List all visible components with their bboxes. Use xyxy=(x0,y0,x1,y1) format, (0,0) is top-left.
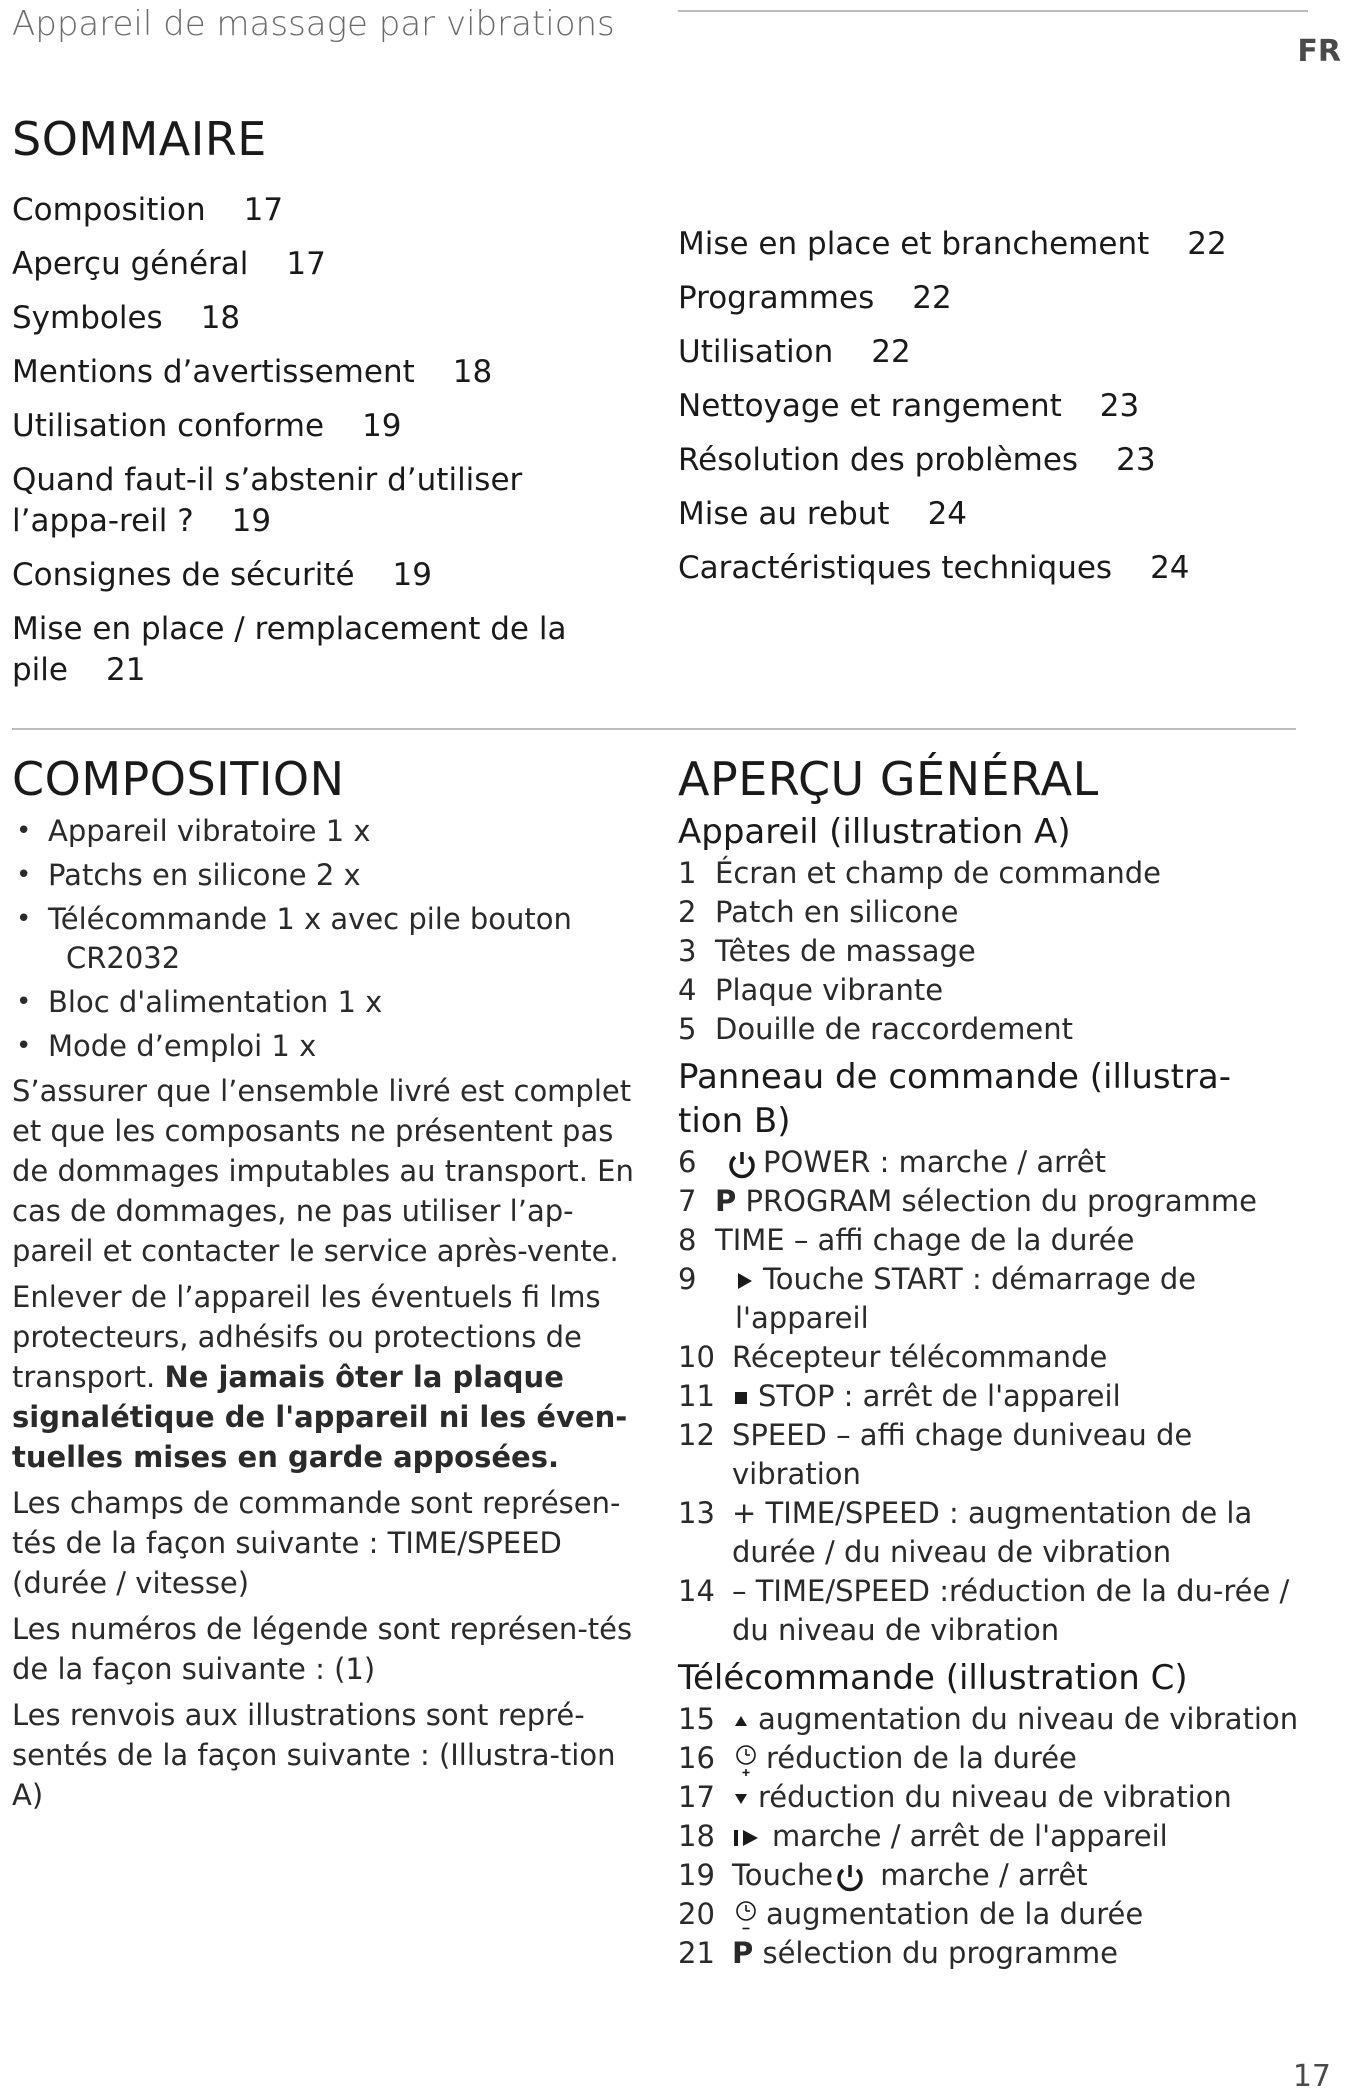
list-item: 12 SPEED – affi chage duniveau de vibration xyxy=(678,1418,1193,1491)
triangle-down-icon xyxy=(732,1791,750,1807)
toc-entry[interactable]: Consignes de sécurité 19 xyxy=(12,557,432,593)
list-item: 7 P PROGRAM sélection du programme xyxy=(678,1184,1257,1218)
list-item: • Mode d’emploi 1 x xyxy=(12,1027,642,1066)
subheading-control-panel: Panneau de commande (illustra-tion B) xyxy=(678,1057,1232,1141)
list-item: • Télécommande 1 x avec pile bouton CR2032 xyxy=(12,900,642,978)
toc-entry[interactable]: Nettoyage et rangement 23 xyxy=(678,388,1140,424)
toc-entry[interactable]: Quand faut-il s’abstenir d’utiliser l’appa-reil ? 19 xyxy=(12,462,523,539)
list-item: 15 augmentation du niveau de vibration xyxy=(678,1702,1299,1736)
toc-entry[interactable]: Mise en place et branchement 22 xyxy=(678,226,1227,262)
stop-icon xyxy=(732,1389,750,1407)
toc-entry[interactable]: Mise en place / remplacement de la pile 21 xyxy=(12,611,567,688)
section-divider xyxy=(12,728,1296,730)
toc-left-column xyxy=(12,190,632,704)
apercu-heading: APERÇU GÉNÉRAL xyxy=(678,752,1099,806)
paragraph: Les champs de commande sont représen-tés de la façon suivante : TIME/SPEED (durée / vitesse) xyxy=(12,1486,621,1600)
paragraph: S’assurer que l’ensemble livré est complet et que les composants ne présentent pas de dommages imputables au transport. En cas de dommages, ne pas utiliser l’ap-pareil et contacter le service après-vente. xyxy=(12,1074,634,1268)
subheading-remote: Télécommande (illustration C) xyxy=(678,1658,1188,1698)
triangle-up-icon xyxy=(732,1713,750,1729)
power-icon xyxy=(833,1862,867,1892)
list-item: 9 Touche START : démarrage de l'appareil xyxy=(678,1262,1197,1335)
toc-entry[interactable]: Aperçu général 17 xyxy=(12,246,326,282)
toc-entry[interactable]: Caractéristiques techniques 24 xyxy=(678,550,1190,586)
device-parts-list xyxy=(678,854,1318,1049)
power-icon xyxy=(725,1149,759,1179)
document-header-title: Appareil de massage par vibrations xyxy=(12,4,615,44)
list-item: 1 Écran et champ de commande xyxy=(678,856,1162,890)
list-item: 17 réduction du niveau de vibration xyxy=(678,1780,1232,1814)
toc-entry[interactable]: Mise au rebut 24 xyxy=(678,496,968,532)
list-item: 14 – TIME/SPEED :réduction de la du-rée / du niveau de vibration xyxy=(678,1574,1290,1647)
list-item: 5 Douille de raccordement xyxy=(678,1012,1073,1046)
toc-entry[interactable]: Utilisation conforme 19 xyxy=(12,408,402,444)
toc-entry[interactable]: Symboles 18 xyxy=(12,300,241,336)
toc-right-column xyxy=(678,224,1308,602)
list-item: 21 P sélection du programme xyxy=(678,1936,1118,1970)
toc-heading: SOMMAIRE xyxy=(12,112,267,166)
clock-plus-icon xyxy=(732,1743,760,1777)
language-tag: FR xyxy=(1297,34,1341,69)
clock-minus-icon xyxy=(732,1899,760,1933)
paragraph: Enlever de l’appareil les éventuels fi lms protecteurs, adhésifs ou protections de transport. Ne jamais ôter la plaque signalétique de l'appareil ni les éven-tuelles mises en garde apposées. xyxy=(12,1280,628,1474)
toc-entry[interactable]: Composition 17 xyxy=(12,192,284,228)
list-item: • Bloc d'alimentation 1 x xyxy=(12,983,642,1022)
play-icon xyxy=(735,1271,755,1291)
list-item: 16 réduction de la durée xyxy=(678,1741,1077,1775)
toc-entry[interactable]: Mentions d’avertissement 18 xyxy=(12,354,493,390)
toc-entry[interactable]: Programmes 22 xyxy=(678,280,952,316)
list-item: 8 TIME – affi chage de la durée xyxy=(678,1223,1135,1257)
control-panel-list xyxy=(678,1143,1318,1650)
paragraph: Les numéros de légende sont représen-tés de la façon suivante : (1) xyxy=(12,1612,633,1686)
list-item: 10 Récepteur télécommande xyxy=(678,1340,1108,1374)
apercu-section xyxy=(678,752,1318,1973)
page-number: 17 xyxy=(1292,2059,1331,2094)
list-item: 4 Plaque vibrante xyxy=(678,973,944,1007)
list-item: 3 Têtes de massage xyxy=(678,934,976,968)
list-item: 2 Patch en silicone xyxy=(678,895,959,929)
toc-entry[interactable]: Résolution des problèmes 23 xyxy=(678,442,1156,478)
list-item: • Patchs en silicone 2 x xyxy=(12,856,642,895)
list-item: 20 augmentation de la durée xyxy=(678,1897,1144,1931)
list-item: 11 STOP : arrêt de l'appareil xyxy=(678,1379,1121,1413)
paragraph: Les renvois aux illustrations sont repré-sentés de la façon suivante : (Illustra-tion A) xyxy=(12,1698,616,1812)
header-divider xyxy=(678,10,1308,12)
list-item: • Appareil vibratoire 1 x xyxy=(12,812,642,851)
list-item: 18 marche / arrêt de l'appareil xyxy=(678,1819,1168,1853)
play-pause-icon xyxy=(732,1827,764,1849)
subheading-device: Appareil (illustration A) xyxy=(678,812,1071,852)
composition-list xyxy=(12,812,642,1066)
list-item: 19 Touche marche / arrêt xyxy=(678,1858,1088,1892)
composition-heading: COMPOSITION xyxy=(12,752,345,806)
list-item: 13 + TIME/SPEED : augmentation de la durée / du niveau de vibration xyxy=(678,1496,1253,1569)
list-item: 6 POWER : marche / arrêt xyxy=(678,1145,1107,1179)
composition-section xyxy=(12,752,642,1821)
remote-list xyxy=(678,1700,1318,1973)
toc-entry[interactable]: Utilisation 22 xyxy=(678,334,911,370)
